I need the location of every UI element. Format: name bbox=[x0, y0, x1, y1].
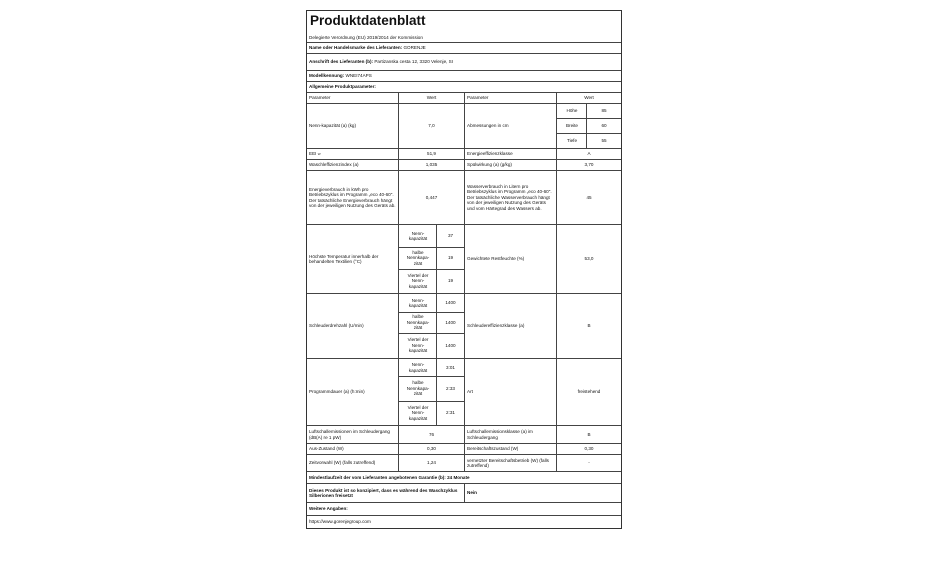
height-label: Höhe bbox=[566, 108, 578, 114]
further-info-row bbox=[307, 503, 621, 516]
capacity-row bbox=[307, 104, 621, 149]
type-value: freistehend bbox=[577, 389, 601, 395]
temp-half-value: 19 bbox=[447, 255, 454, 261]
temp-full-load: Nenn- kapazität bbox=[408, 230, 428, 241]
temperature-row bbox=[307, 225, 621, 294]
model-row bbox=[307, 71, 621, 82]
spin-subtable bbox=[399, 294, 465, 358]
noise-row bbox=[307, 426, 621, 444]
further-info-url[interactable]: https://www.gorenjegroup.com bbox=[309, 519, 371, 525]
silver-ions-row bbox=[307, 484, 621, 503]
width-label: Breite bbox=[565, 122, 578, 128]
width-value: 60 bbox=[601, 122, 607, 128]
spin-half-value: 1400 bbox=[445, 319, 456, 325]
address-value: Partizanska cesta 12, 3320 Velenje, SI bbox=[374, 59, 454, 65]
title-row bbox=[307, 11, 621, 33]
standby-label: Bereitschaftszustand (W) bbox=[465, 444, 557, 454]
spin-row bbox=[307, 294, 621, 359]
general-label: Allgemeine Produktparameter: bbox=[309, 84, 376, 90]
eei-row bbox=[307, 149, 621, 160]
energy-consumption-value: 0,447 bbox=[399, 171, 465, 224]
further-info-url-row bbox=[307, 516, 621, 528]
off-mode-row bbox=[307, 444, 621, 455]
energy-class-label: Energieeffizienzklasse bbox=[465, 149, 557, 159]
capacity-value: 7,0 bbox=[399, 104, 465, 148]
rinse-label: Spülwirkung (a) (g/kg) bbox=[465, 160, 557, 170]
header-parameter-right: Parameter bbox=[465, 93, 557, 103]
eei-label: EEI bbox=[309, 151, 317, 157]
model-value: WNEI74APS bbox=[345, 73, 372, 79]
dimensions-subtable bbox=[557, 104, 621, 148]
header-wert-left: Wert bbox=[399, 93, 465, 103]
further-info-label: Weitere Angaben: bbox=[309, 506, 348, 512]
networked-standby-value: - bbox=[588, 460, 590, 466]
spin-full-value: 1400 bbox=[445, 300, 456, 306]
height-value: 85 bbox=[601, 108, 607, 114]
general-row bbox=[307, 82, 621, 93]
networked-standby-label: vernetzter Bereitschaftsbetrieb (W) (falls zutreffend) bbox=[465, 455, 557, 471]
spin-class-label: Schleudereffizienzklasse (a) bbox=[465, 294, 557, 358]
page-title: Produktdatenblatt bbox=[310, 13, 426, 28]
temp-half-load: halbe Nennkapa- zität bbox=[406, 249, 430, 266]
temp-full-value: 37 bbox=[447, 233, 454, 239]
duration-full-load: Nenn- kapazität bbox=[408, 362, 428, 373]
energy-class-value: A bbox=[587, 151, 591, 157]
regulation-row bbox=[307, 33, 621, 43]
depth-label: Tiefe bbox=[566, 137, 578, 143]
duration-half-load: halbe Nennkapa- zität bbox=[406, 380, 430, 397]
temperature-subtable bbox=[399, 225, 465, 293]
supplier-value: GORENJE bbox=[403, 45, 426, 51]
rinse-value: 3,70 bbox=[584, 162, 594, 168]
duration-label: Programmdauer (a) (h:min) bbox=[307, 359, 399, 425]
energy-consumption-label: Energieverbrauch in kWh pro Betriebszyklus im Programm „eco 40-60". Der tatsächliche Energieverbrauch hängt von der jeweiligen Nutzung des Geräts ab. bbox=[307, 171, 399, 224]
address-row bbox=[307, 54, 621, 71]
noise-class-value: B bbox=[587, 431, 591, 437]
duration-quarter-value: 2:31 bbox=[446, 410, 455, 416]
eei-sub: W bbox=[317, 152, 321, 157]
temp-quarter-value: 19 bbox=[447, 278, 454, 284]
guarantee-row bbox=[307, 472, 621, 484]
duration-row bbox=[307, 359, 621, 426]
spin-full-load: Nenn- kapazität bbox=[408, 297, 428, 308]
product-data-sheet bbox=[306, 10, 622, 529]
capacity-label: Nenn-kapazität (a) (kg) bbox=[307, 104, 399, 148]
supplier-row bbox=[307, 43, 621, 54]
duration-quarter-load: Viertel der Nenn- kapazität bbox=[407, 404, 429, 421]
spin-quarter-load: Viertel der Nenn- kapazität bbox=[407, 337, 429, 354]
standby-value: 0,30 bbox=[584, 446, 594, 452]
regulation-text: Delegierte Verordnung (EU) 2019/2014 der Kommission bbox=[309, 34, 423, 40]
spin-half-load: halbe Nennkapa- zität bbox=[406, 314, 430, 331]
delay-start-label: Zeitvorwahl (W) (falls zutreffend) bbox=[307, 455, 399, 471]
type-label: Art bbox=[465, 359, 557, 425]
header-wert-right: Wert bbox=[584, 95, 594, 101]
eei-value: 51,9 bbox=[399, 149, 465, 159]
header-parameter-left: Parameter bbox=[307, 93, 399, 103]
noise-class-label: Luftschallemissionsklasse (a) im Schleudergang bbox=[465, 426, 557, 443]
model-label: Modellkennung: bbox=[309, 73, 345, 79]
delay-start-row bbox=[307, 455, 621, 472]
guarantee-label: Mindestlaufzeit der vom Lieferanten angebotenen Garantie (b): bbox=[309, 474, 446, 480]
silver-ions-label: Dieses Produkt ist so konzipiert, dass es während des Waschzyklus Silberionen freisetzt bbox=[307, 484, 465, 502]
water-consumption-label: Wasserverbrauch in Litern pro Betriebszyklus im Programm „eco 40-60". Der tatsächliche Wasserverbrauch hängt von der jeweiligen Nutzung des Geräts und vom Härtegrad des Wassers ab. bbox=[465, 171, 557, 224]
water-consumption-value: 45 bbox=[586, 194, 592, 200]
wash-index-label: Waschleffizienzindex (a) bbox=[307, 160, 399, 170]
noise-label: Luftschallemissionen im Schleudergang (dB(A) re 1 pW) bbox=[307, 426, 399, 443]
supplier-label: Name oder Handelsmarke des Lieferanten: bbox=[309, 45, 403, 51]
header-row bbox=[307, 93, 621, 104]
delay-start-value: 1,24 bbox=[399, 455, 465, 471]
temp-quarter-load: Viertel der Nenn- kapazität bbox=[407, 272, 429, 289]
guarantee-value: 24 Monate bbox=[447, 474, 470, 480]
wash-index-row bbox=[307, 160, 621, 171]
spin-class-value: B bbox=[587, 323, 591, 329]
address-label: Anschrift des Lieferanten (b): bbox=[309, 59, 374, 65]
spin-speed-label: Schleuderdrehzahl (U/min) bbox=[307, 294, 399, 358]
residual-moisture-label: Gewichtete Restfeuchte (%) bbox=[465, 225, 557, 293]
duration-half-value: 2:33 bbox=[446, 385, 455, 391]
residual-moisture-value: 53,0 bbox=[584, 256, 594, 262]
duration-full-value: 3:01 bbox=[446, 364, 455, 370]
noise-value: 76 bbox=[399, 426, 465, 443]
off-mode-label: Aus-Zustand (W) bbox=[307, 444, 399, 454]
off-mode-value: 0,30 bbox=[399, 444, 465, 454]
spin-quarter-value: 1400 bbox=[445, 342, 456, 348]
temperature-label: Höchste Temperatur innerhalb der behandelten Textilien (°C) bbox=[307, 225, 399, 293]
silver-ions-value: Nein bbox=[467, 490, 477, 496]
consumption-row bbox=[307, 171, 621, 225]
wash-index-value: 1,035 bbox=[399, 160, 465, 170]
dimensions-label: Abmessungen in cm bbox=[465, 104, 557, 148]
depth-value: 55 bbox=[601, 137, 607, 143]
duration-subtable bbox=[399, 359, 465, 425]
